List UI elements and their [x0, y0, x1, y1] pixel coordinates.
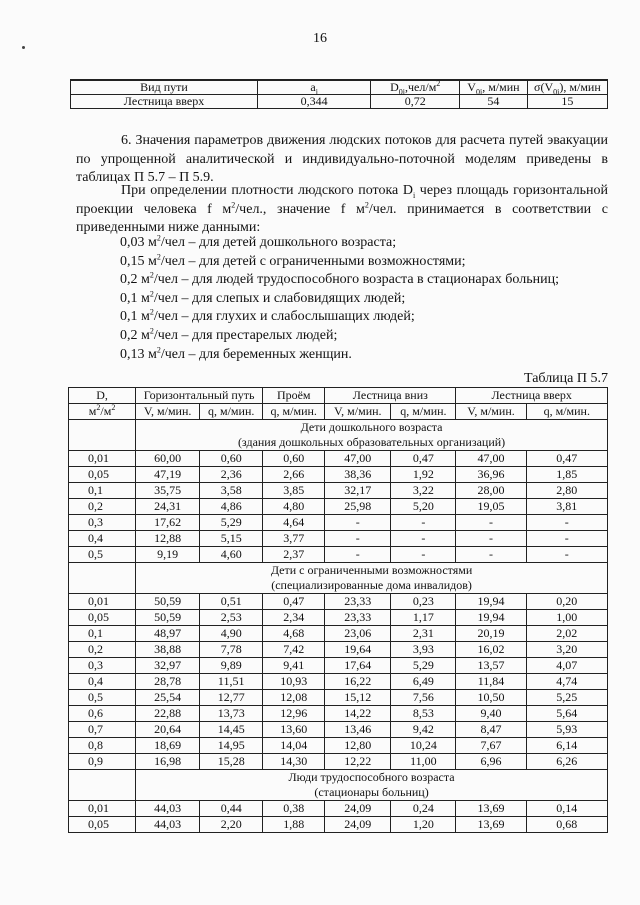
value-cell: 16,98	[136, 754, 200, 770]
value-cell: 6,26	[526, 754, 607, 770]
value-cell: -	[456, 531, 526, 547]
density-cell: 0,9	[69, 754, 136, 770]
table-row	[69, 722, 608, 738]
table-row	[69, 738, 608, 754]
top-cell: 54	[460, 95, 528, 109]
value-cell: 16,02	[456, 642, 526, 658]
value-cell: 0,47	[263, 594, 325, 610]
density-cell: 0,01	[69, 594, 136, 610]
value-cell: 6,14	[526, 738, 607, 754]
value-cell: 12,88	[136, 531, 200, 547]
value-cell: 17,64	[325, 658, 391, 674]
top-header-v0i: $V_{0i}$, м/мин	[460, 80, 528, 95]
value-cell: -	[526, 547, 607, 563]
value-cell: 3,77	[263, 531, 325, 547]
value-cell: 1,17	[391, 610, 456, 626]
subheader: V, м/мин.	[456, 404, 526, 420]
value-cell: 3,85	[263, 483, 325, 499]
density-cell: 0,2	[69, 642, 136, 658]
top-cell: 0,72	[371, 95, 460, 109]
value-cell: 3,22	[391, 483, 456, 499]
value-cell: 9,40	[456, 706, 526, 722]
value-cell: 50,59	[136, 610, 200, 626]
section-title: (стационары больниц)	[136, 785, 608, 801]
table-row	[69, 754, 608, 770]
section-spacer	[69, 563, 136, 579]
value-cell: 10,24	[391, 738, 456, 754]
value-cell: 2,31	[391, 626, 456, 642]
value-cell: 0,23	[391, 594, 456, 610]
value-cell: 24,31	[136, 499, 200, 515]
header-d: D,	[69, 388, 136, 404]
table-row	[69, 515, 608, 531]
value-cell: 4,07	[526, 658, 607, 674]
top-table-header-row	[71, 80, 608, 95]
value-cell: 48,97	[136, 626, 200, 642]
density-cell: 0,6	[69, 706, 136, 722]
top-table-row	[71, 95, 608, 109]
value-cell: 11,51	[200, 674, 263, 690]
top-table	[70, 79, 608, 109]
value-cell: 12,22	[325, 754, 391, 770]
value-cell: 13,69	[456, 817, 526, 833]
value-cell: -	[456, 547, 526, 563]
density-cell: 0,3	[69, 515, 136, 531]
top-header-path: Вид пути	[71, 80, 258, 95]
value-cell: 24,09	[325, 817, 391, 833]
value-cell: 0,14	[526, 801, 607, 817]
table-row	[69, 658, 608, 674]
top-header-sigma: $\sigma(V_{0i})$, м/мин	[527, 80, 607, 95]
top-cell: Лестница вверх	[71, 95, 258, 109]
value-cell: 7,78	[200, 642, 263, 658]
table-row	[69, 801, 608, 817]
value-cell: 9,42	[391, 722, 456, 738]
value-cell: 15,28	[200, 754, 263, 770]
section-spacer	[69, 435, 136, 451]
value-cell: 14,04	[263, 738, 325, 754]
value-cell: 1,88	[263, 817, 325, 833]
value-cell: 18,69	[136, 738, 200, 754]
top-header-a: $a_i$	[257, 80, 370, 95]
table-row	[69, 817, 608, 833]
list-item: 0,13 $м^2$/чел – для беременных женщин.	[120, 344, 352, 362]
subheader: q, м/мин.	[526, 404, 607, 420]
value-cell: 11,84	[456, 674, 526, 690]
section-title-row	[69, 785, 608, 801]
header-opening: Проём	[263, 388, 325, 404]
value-cell: 47,19	[136, 467, 200, 483]
density-cell: 0,1	[69, 483, 136, 499]
header-stairs-up: Лестница вверх	[456, 388, 608, 404]
value-cell: 13,60	[263, 722, 325, 738]
density-cell: 0,05	[69, 610, 136, 626]
value-cell: 7,42	[263, 642, 325, 658]
density-cell: 0,05	[69, 467, 136, 483]
value-cell: 47,00	[456, 451, 526, 467]
section-spacer	[69, 785, 136, 801]
density-cell: 0,01	[69, 801, 136, 817]
value-cell: 11,00	[391, 754, 456, 770]
value-cell: 6,96	[456, 754, 526, 770]
value-cell: 32,17	[325, 483, 391, 499]
value-cell: 5,20	[391, 499, 456, 515]
value-cell: 1,92	[391, 467, 456, 483]
top-header-d0i: $D_{0i},чел/м^2$	[371, 80, 460, 95]
section-title: Люди трудоспособного возраста	[136, 770, 608, 786]
top-cell: 0,344	[257, 95, 370, 109]
header-d-units: $м^2/м^2$	[69, 404, 136, 420]
value-cell: 9,19	[136, 547, 200, 563]
area-values-list	[120, 234, 559, 364]
table-row	[69, 499, 608, 515]
value-cell: 12,96	[263, 706, 325, 722]
table-row	[69, 690, 608, 706]
list-item: 0,2 $м^2$/чел – для престарелых людей;	[120, 326, 338, 343]
section-title-row	[69, 563, 608, 579]
value-cell: 60,00	[136, 451, 200, 467]
value-cell: 0,24	[391, 801, 456, 817]
density-cell: 0,4	[69, 531, 136, 547]
density-cell: 0,8	[69, 738, 136, 754]
table-row	[69, 483, 608, 499]
value-cell: 4,74	[526, 674, 607, 690]
subheader: V, м/мин.	[136, 404, 200, 420]
value-cell: 2,53	[200, 610, 263, 626]
top-cell: 15	[527, 95, 607, 109]
value-cell: 13,57	[456, 658, 526, 674]
value-cell: 2,34	[263, 610, 325, 626]
subheader: V, м/мин.	[325, 404, 391, 420]
value-cell: -	[526, 515, 607, 531]
page-number: 16	[313, 31, 327, 46]
header-horizontal: Горизонтальный путь	[136, 388, 263, 404]
value-cell: -	[456, 515, 526, 531]
value-cell: 0,47	[391, 451, 456, 467]
value-cell: 38,36	[325, 467, 391, 483]
value-cell: 13,73	[200, 706, 263, 722]
value-cell: 35,75	[136, 483, 200, 499]
value-cell: 23,33	[325, 610, 391, 626]
density-cell: 0,1	[69, 626, 136, 642]
subheader: q, м/мин.	[200, 404, 263, 420]
subheader: q, м/мин.	[263, 404, 325, 420]
scan-speck	[22, 46, 25, 49]
density-cell: 0,01	[69, 451, 136, 467]
value-cell: 38,88	[136, 642, 200, 658]
value-cell: 15,12	[325, 690, 391, 706]
value-cell: 20,19	[456, 626, 526, 642]
value-cell: 13,69	[456, 801, 526, 817]
value-cell: 2,20	[200, 817, 263, 833]
section-title: Дети с ограниченными возможностями	[136, 563, 608, 579]
value-cell: -	[325, 515, 391, 531]
value-cell: 7,56	[391, 690, 456, 706]
table-row	[69, 531, 608, 547]
table-row	[69, 674, 608, 690]
value-cell: 14,30	[263, 754, 325, 770]
list-item: 0,1 $м^2$/чел – для слепых и слабовидящих людей;	[120, 289, 406, 306]
value-cell: 50,59	[136, 594, 200, 610]
value-cell: 5,29	[200, 515, 263, 531]
paragraph-density: При определении плотности людского потока $D_i$ через площадь горизонтальной проекции человека f $м^2$/чел., значение f $м^2$/чел. принимается в соответствии с приведенными ниже данными:	[76, 183, 609, 235]
section-title: (здания дошкольных образовательных организаций)	[136, 435, 608, 451]
value-cell: 17,62	[136, 515, 200, 531]
paragraph-6: 6. Значения параметров движения людских потоков для расчета путей эвакуации по упрощенной аналитической и индивидуально-поточной моделям приведены в таблицах П 5.7 – П 5.9.	[76, 133, 608, 185]
value-cell: 28,00	[456, 483, 526, 499]
movement-parameters-table	[68, 387, 608, 833]
value-cell: 32,97	[136, 658, 200, 674]
density-cell: 0,3	[69, 658, 136, 674]
value-cell: 25,98	[325, 499, 391, 515]
section-title: (специализированные дома инвалидов)	[136, 578, 608, 594]
subheader: q, м/мин.	[391, 404, 456, 420]
header-row-groups	[69, 388, 608, 404]
value-cell: 28,78	[136, 674, 200, 690]
value-cell: 44,03	[136, 801, 200, 817]
value-cell: 23,06	[325, 626, 391, 642]
value-cell: 19,05	[456, 499, 526, 515]
value-cell: 24,09	[325, 801, 391, 817]
value-cell: 3,81	[526, 499, 607, 515]
density-cell: 0,7	[69, 722, 136, 738]
value-cell: 5,25	[526, 690, 607, 706]
value-cell: 3,20	[526, 642, 607, 658]
value-cell: 0,60	[263, 451, 325, 467]
header-row-sub	[69, 404, 608, 420]
value-cell: 5,15	[200, 531, 263, 547]
value-cell: 44,03	[136, 817, 200, 833]
value-cell: 19,64	[325, 642, 391, 658]
value-cell: 4,60	[200, 547, 263, 563]
table-row	[69, 626, 608, 642]
header-stairs-down: Лестница вниз	[325, 388, 456, 404]
value-cell: -	[391, 531, 456, 547]
value-cell: 2,66	[263, 467, 325, 483]
value-cell: 8,47	[456, 722, 526, 738]
density-cell: 0,05	[69, 817, 136, 833]
density-cell: 0,2	[69, 499, 136, 515]
value-cell: -	[325, 547, 391, 563]
value-cell: 2,02	[526, 626, 607, 642]
value-cell: 10,93	[263, 674, 325, 690]
value-cell: 1,85	[526, 467, 607, 483]
value-cell: 8,53	[391, 706, 456, 722]
value-cell: 2,36	[200, 467, 263, 483]
value-cell: -	[391, 515, 456, 531]
section-title-row	[69, 770, 608, 786]
section-title-row	[69, 420, 608, 436]
value-cell: 5,29	[391, 658, 456, 674]
density-cell: 0,5	[69, 547, 136, 563]
value-cell: 4,80	[263, 499, 325, 515]
value-cell: 0,38	[263, 801, 325, 817]
value-cell: -	[526, 531, 607, 547]
value-cell: 12,80	[325, 738, 391, 754]
value-cell: 5,93	[526, 722, 607, 738]
value-cell: 16,22	[325, 674, 391, 690]
table-row	[69, 467, 608, 483]
section-spacer	[69, 578, 136, 594]
section-title-row	[69, 435, 608, 451]
list-item: 0,1 $м^2$/чел – для глухих и слабослышащих людей;	[120, 307, 415, 325]
table-row	[69, 706, 608, 722]
value-cell: 7,67	[456, 738, 526, 754]
value-cell: 22,88	[136, 706, 200, 722]
value-cell: 12,77	[200, 690, 263, 706]
value-cell: 4,68	[263, 626, 325, 642]
value-cell: 0,44	[200, 801, 263, 817]
table-caption: Таблица П 5.7	[524, 371, 608, 386]
value-cell: 19,94	[456, 594, 526, 610]
value-cell: 6,49	[391, 674, 456, 690]
value-cell: 13,46	[325, 722, 391, 738]
value-cell: 47,00	[325, 451, 391, 467]
value-cell: 36,96	[456, 467, 526, 483]
section-spacer	[69, 770, 136, 786]
value-cell: 4,86	[200, 499, 263, 515]
value-cell: 14,22	[325, 706, 391, 722]
value-cell: 3,58	[200, 483, 263, 499]
value-cell: -	[391, 547, 456, 563]
density-cell: 0,5	[69, 690, 136, 706]
value-cell: 1,00	[526, 610, 607, 626]
value-cell: 1,20	[391, 817, 456, 833]
list-item: 0,03 $м^2$/чел – для детей дошкольного возраста;	[120, 233, 397, 250]
list-item: 0,2 $м^2$/чел – для людей трудоспособного возраста в стационарах больниц;	[120, 270, 559, 288]
value-cell: 4,90	[200, 626, 263, 642]
value-cell: 12,08	[263, 690, 325, 706]
table-row	[69, 610, 608, 626]
value-cell: 4,64	[263, 515, 325, 531]
value-cell: 5,64	[526, 706, 607, 722]
value-cell: 10,50	[456, 690, 526, 706]
table-row	[69, 451, 608, 467]
value-cell: 14,45	[200, 722, 263, 738]
table-row	[69, 594, 608, 610]
value-cell: 0,47	[526, 451, 607, 467]
list-item: 0,15 $м^2$/чел – для детей с ограниченными возможностями;	[120, 251, 466, 269]
value-cell: 2,80	[526, 483, 607, 499]
value-cell: -	[325, 531, 391, 547]
value-cell: 9,89	[200, 658, 263, 674]
table-row	[69, 547, 608, 563]
value-cell: 23,33	[325, 594, 391, 610]
value-cell: 0,68	[526, 817, 607, 833]
value-cell: 0,51	[200, 594, 263, 610]
value-cell: 0,20	[526, 594, 607, 610]
value-cell: 3,93	[391, 642, 456, 658]
section-title-row	[69, 578, 608, 594]
density-cell: 0,4	[69, 674, 136, 690]
value-cell: 14,95	[200, 738, 263, 754]
value-cell: 19,94	[456, 610, 526, 626]
value-cell: 2,37	[263, 547, 325, 563]
value-cell: 9,41	[263, 658, 325, 674]
table-row	[69, 642, 608, 658]
value-cell: 20,64	[136, 722, 200, 738]
value-cell: 0,60	[200, 451, 263, 467]
section-title: Дети дошкольного возраста	[136, 420, 608, 436]
value-cell: 25,54	[136, 690, 200, 706]
section-spacer	[69, 420, 136, 436]
